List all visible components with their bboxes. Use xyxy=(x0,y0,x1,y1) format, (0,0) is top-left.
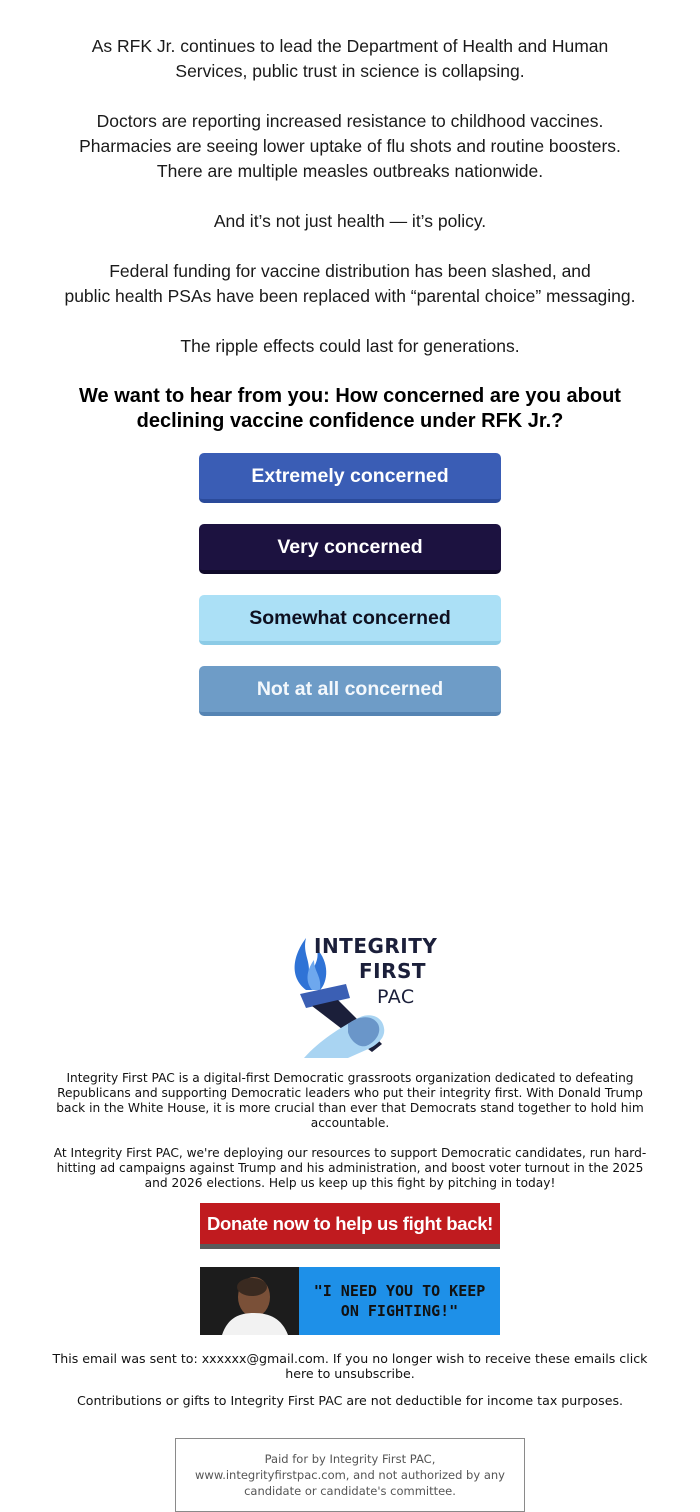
donate-button[interactable]: Donate now to help us fight back! xyxy=(200,1203,500,1249)
speaker-photo xyxy=(200,1267,299,1335)
tax-disclaimer: Contributions or gifts to Integrity First PAC are not deductible for income tax purposes. xyxy=(76,1393,624,1408)
very-concerned-button[interactable]: Very concerned xyxy=(199,524,501,574)
question-line: declining vaccine confidence under RFK Jr.? xyxy=(136,410,564,432)
question-line: We want to hear from you: How concerned are you about xyxy=(79,385,621,407)
text-line: The ripple effects could last for generations. xyxy=(180,336,520,356)
paid-for-text: Paid for by Integrity First PAC, www.integrityfirstpac.com, and not authorized by any candidate or candidate's committee. xyxy=(195,1452,505,1498)
text-line: Federal funding for vaccine distribution has been slashed, and xyxy=(109,261,591,281)
text-line: public health PSAs have been replaced with “parental choice” messaging. xyxy=(64,286,636,306)
about-paragraph: Integrity First PAC is a digital-first Democratic grassroots organization dedicated to defeating Republicans and supporting Democratic leaders who put their integrity first. With Donald Trump back in the White House, it is more crucial than ever that Democrats stand together to hold him accountable. xyxy=(56,1071,644,1130)
banner-quote: "I NEED YOU TO KEEP ON FIGHTING!" xyxy=(299,1267,500,1335)
integrity-first-pac-logo xyxy=(286,932,438,1060)
text-line: Doctors are reporting increased resistance to childhood vaccines. xyxy=(96,111,604,131)
sent-to-notice[interactable]: This email was sent to: xxxxxx@gmail.com. If you no longer wish to receive these emails click here to unsubscribe. xyxy=(52,1351,648,1381)
poll-question xyxy=(40,384,660,434)
logo-text-pac: PAC xyxy=(377,986,415,1008)
intro-paragraph-1 xyxy=(0,34,700,84)
intro-paragraph-2 xyxy=(0,109,700,184)
extremely-concerned-button[interactable]: Extremely concerned xyxy=(199,453,501,503)
logo-text-first: FIRST xyxy=(359,959,427,983)
text-line: And it’s not just health — it’s policy. xyxy=(213,211,487,231)
intro-paragraph-5 xyxy=(0,334,700,359)
text-line: As RFK Jr. continues to lead the Department of Health and Human xyxy=(91,36,609,56)
not-at-all-concerned-button[interactable]: Not at all concerned xyxy=(199,666,501,716)
paid-for-disclaimer xyxy=(175,1438,525,1512)
intro-paragraph-3 xyxy=(0,209,700,234)
text-line: Pharmacies are seeing lower uptake of flu shots and routine boosters. xyxy=(79,136,621,156)
donate-banner[interactable] xyxy=(200,1267,500,1335)
text-line: Services, public trust in science is collapsing. xyxy=(175,61,525,81)
somewhat-concerned-button[interactable]: Somewhat concerned xyxy=(199,595,501,645)
logo-text-integrity: INTEGRITY xyxy=(314,934,438,958)
intro-paragraph-4 xyxy=(0,259,700,309)
text-line: There are multiple measles outbreaks nationwide. xyxy=(156,161,544,181)
mission-paragraph: At Integrity First PAC, we're deploying our resources to support Democratic candidates, run hard-hitting ad campaigns against Trump and his administration, and boost voter turnout in the 2025 and 2026 elections. Help us keep up this fight by pitching in today! xyxy=(53,1146,647,1190)
